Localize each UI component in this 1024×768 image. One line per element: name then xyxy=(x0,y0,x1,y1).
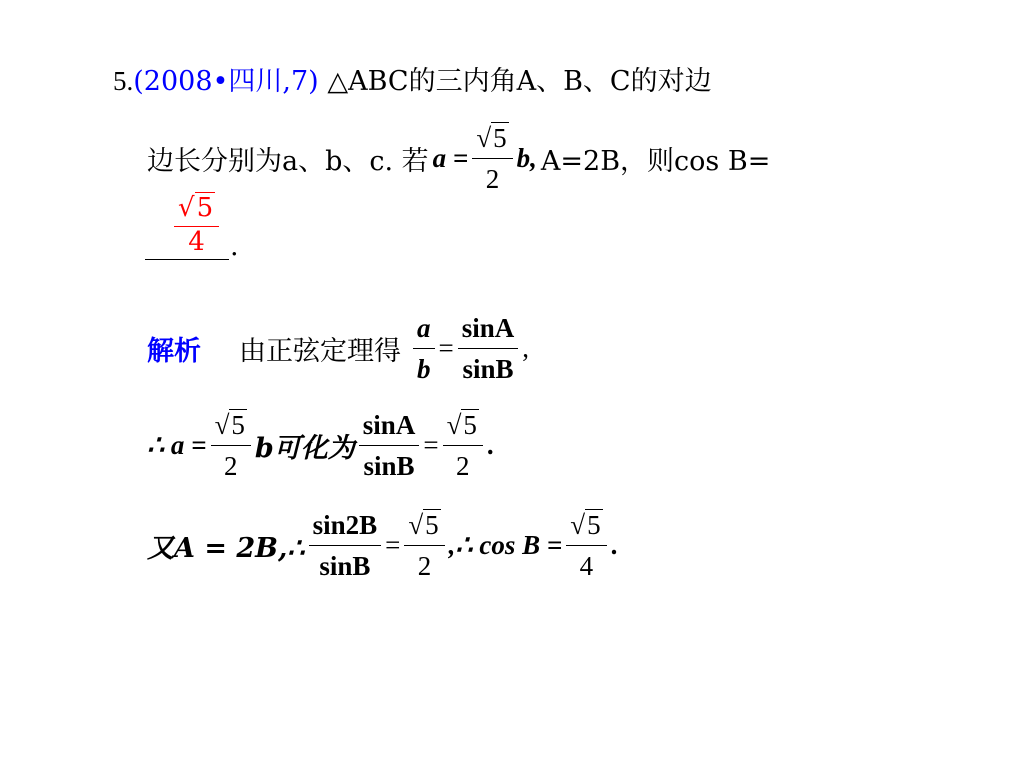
sqrt-sign: √ xyxy=(570,509,586,540)
fraction-root5-over-2: $\frac{√5}{2}$ xyxy=(472,118,512,199)
problem-statement-line-1: △ABC的三内角A、B、C的对边 xyxy=(327,66,712,97)
problem-statement-line-2: 边长分别为a、b、c. 若 xyxy=(147,145,429,177)
equals-sign: = xyxy=(385,529,401,560)
sqrt-sign: √ xyxy=(214,409,230,440)
fraction-a-over-b: $\frac{a}{b}$ xyxy=(413,308,435,389)
fraction-root5-over-2: $\frac{√5}{2}$ xyxy=(404,505,444,586)
sqrt-sign: √ xyxy=(476,122,492,153)
solution-label: 解析 xyxy=(147,335,201,367)
answer-blank-line xyxy=(145,259,229,260)
fraction-root5-over-4: $\frac{√5}{4}$ xyxy=(566,505,606,586)
eq-a-equals: a = xyxy=(432,142,469,173)
solution-text-2: b可化为 xyxy=(254,432,355,464)
problem-line-2 xyxy=(145,118,772,198)
problem-line-1 xyxy=(113,64,712,99)
equals-sign: = xyxy=(438,332,454,363)
fraction-sinA-over-sinB: $\frac{\sin A}{\sin B}$ xyxy=(458,308,519,389)
solution-line-2: ∴ a = $\frac{√5}{2}$ b可化为 $\frac{\sin A}{\sin B}$ = $\frac{√5}{2}$ . xyxy=(145,402,496,488)
answer-blank-end: . xyxy=(230,231,239,262)
therefore-cosB-equals: ,∴ cos B = xyxy=(448,529,563,560)
fraction-root5-over-2: $\frac{√5}{2}$ xyxy=(443,405,483,486)
fraction-sinA-over-sinB: $\frac{\sin A}{\sin B}$ xyxy=(359,405,420,486)
fraction-root5-over-2: $\frac{√5}{2}$ xyxy=(211,405,251,486)
problem-condition: A=2B，则cos B= xyxy=(540,145,771,177)
therefore-a-equals: ∴ a = xyxy=(147,429,207,460)
sqrt-sign: √ xyxy=(408,509,424,540)
sqrt-sign: √ xyxy=(446,409,462,440)
solution-line-1: 解析 由正弦定理得 $\frac{a}{b}$ = $\frac{\sin A}{\sin B}$ , xyxy=(145,308,531,388)
solution-text-1: 由正弦定理得 xyxy=(239,335,401,367)
problem-number: 5. xyxy=(113,66,134,96)
fraction-sin2B-over-sinB: $\frac{\sin 2B}{\sin B}$ xyxy=(309,505,382,586)
solution-line-3: 又A = 2B,∴ $\frac{\sin 2B}{\sin B}$ = $\frac{√5}{2}$ ,∴ cos B = $\frac{√5}{4}$ . xyxy=(145,502,619,588)
sqrt-sign: √ xyxy=(178,193,195,223)
equals-sign: = xyxy=(423,429,439,460)
answer-fraction: $\frac{√5}{4}$ xyxy=(174,190,219,257)
problem-source: (2008•四川,7) xyxy=(133,66,319,97)
solution-text-3: 又A = 2B,∴ xyxy=(147,532,305,564)
eq-b-tail: b, xyxy=(516,142,537,173)
